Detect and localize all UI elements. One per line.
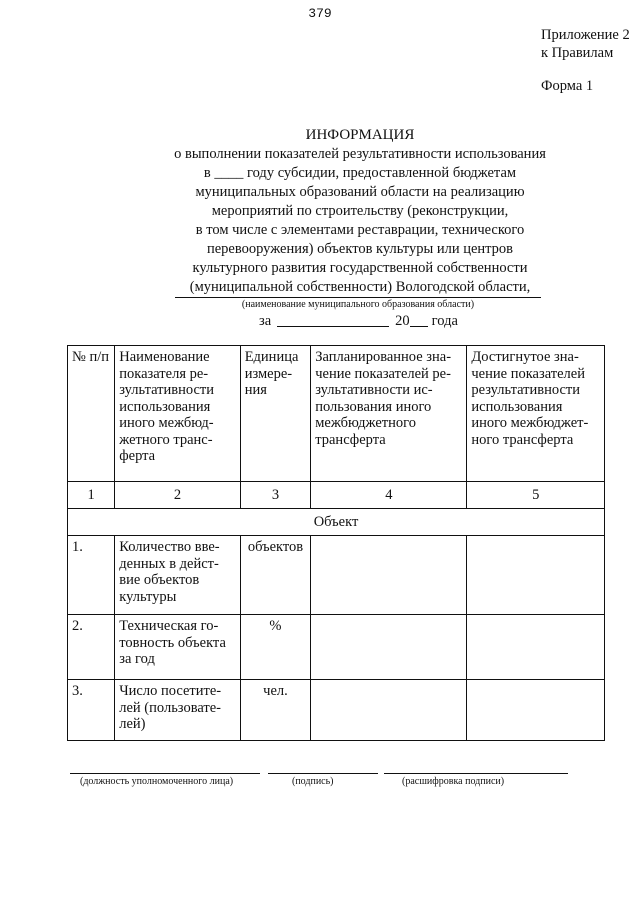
- signature-line: [268, 773, 378, 774]
- column-number: 5: [467, 482, 605, 509]
- document-title: ИНФОРМАЦИЯ: [305, 127, 415, 143]
- row-planned-cell[interactable]: [311, 615, 467, 680]
- annex-line-1: Приложение 2: [541, 27, 630, 43]
- row-unit: чел.: [240, 680, 311, 741]
- header-indicator-name: Наименование показателя ре- зультативности использования иного межбюд- жетного транс- ферта: [115, 346, 240, 482]
- position-caption: (должность уполномоченного лица): [80, 776, 234, 787]
- row-num: 2.: [68, 615, 115, 680]
- row-unit: %: [240, 615, 311, 680]
- title-line: о выполнении показателей результативности использования: [174, 146, 546, 162]
- header-achieved: Достигнутое зна- чение показателей результативности использования иного межбюджет- ного трансферта: [467, 346, 605, 482]
- row-planned-cell[interactable]: [311, 680, 467, 741]
- column-number: 1: [68, 482, 115, 509]
- form-label: Форма 1: [541, 78, 594, 94]
- position-signature-line: [70, 773, 260, 774]
- title-block: [120, 126, 600, 297]
- row-indicator-name: Число посетите- лей (пользовате- лей): [115, 680, 240, 741]
- row-achieved-cell[interactable]: [467, 536, 605, 615]
- row-achieved-cell[interactable]: [467, 680, 605, 741]
- period-line: [259, 312, 458, 330]
- header-unit: Единица измере- ния: [240, 346, 311, 482]
- title-line: мероприятий по строительству (реконструкции,: [211, 203, 509, 219]
- row-planned-cell[interactable]: [311, 536, 467, 615]
- title-line: культурного развития государственной собственности: [192, 260, 528, 276]
- title-line: перевооружения) объектов культуры или центров: [206, 241, 514, 257]
- title-line: муниципальных образований области на реализацию: [195, 184, 525, 200]
- period-blank: [277, 312, 389, 327]
- decoding-signature-line: [384, 773, 568, 774]
- municipality-blank-line: [175, 297, 541, 298]
- row-num: 1.: [68, 536, 115, 615]
- row-unit: объектов: [240, 536, 311, 615]
- column-number: 3: [240, 482, 311, 509]
- decoding-caption: (расшифровка подписи): [402, 776, 505, 787]
- table-row: [68, 536, 605, 615]
- title-line: (муниципальной собственности) Вологодской области,: [189, 279, 531, 295]
- column-numbers-row: [68, 482, 605, 509]
- year-blank: [410, 312, 428, 327]
- table-row: [68, 680, 605, 741]
- section-label: Объект: [68, 509, 605, 536]
- header-planned: Запланированное зна- чение показателей ре- зультативности ис- пользования иного межбюджетного трансферта: [311, 346, 467, 482]
- annex-line-2: к Правилам: [541, 45, 614, 61]
- title-line: в том числе с элементами реставрации, технического: [195, 222, 525, 238]
- row-achieved-cell[interactable]: [467, 615, 605, 680]
- signature-caption: (подпись): [292, 776, 334, 787]
- page-number: 379: [308, 6, 332, 21]
- row-num: 3.: [68, 680, 115, 741]
- column-number: 2: [115, 482, 240, 509]
- period-year-prefix: 20: [395, 313, 410, 329]
- table-row: [68, 615, 605, 680]
- row-indicator-name: Количество вве- денных в дейст- вие объектов культуры: [115, 536, 240, 615]
- header-num: № п/п: [68, 346, 115, 482]
- indicators-table: [67, 345, 605, 741]
- period-prefix: за: [259, 313, 272, 329]
- period-suffix: года: [431, 313, 458, 329]
- municipality-caption: (наименование муниципального образования области): [241, 299, 475, 310]
- annex-reference: [541, 26, 630, 62]
- column-number: 4: [311, 482, 467, 509]
- title-description: [120, 145, 600, 297]
- row-indicator-name: Техническая го- товность объекта за год: [115, 615, 240, 680]
- title-line: в ____ году субсидии, предоставленной бюджетам: [203, 165, 517, 181]
- table-header-row: [68, 346, 605, 482]
- section-row: [68, 509, 605, 536]
